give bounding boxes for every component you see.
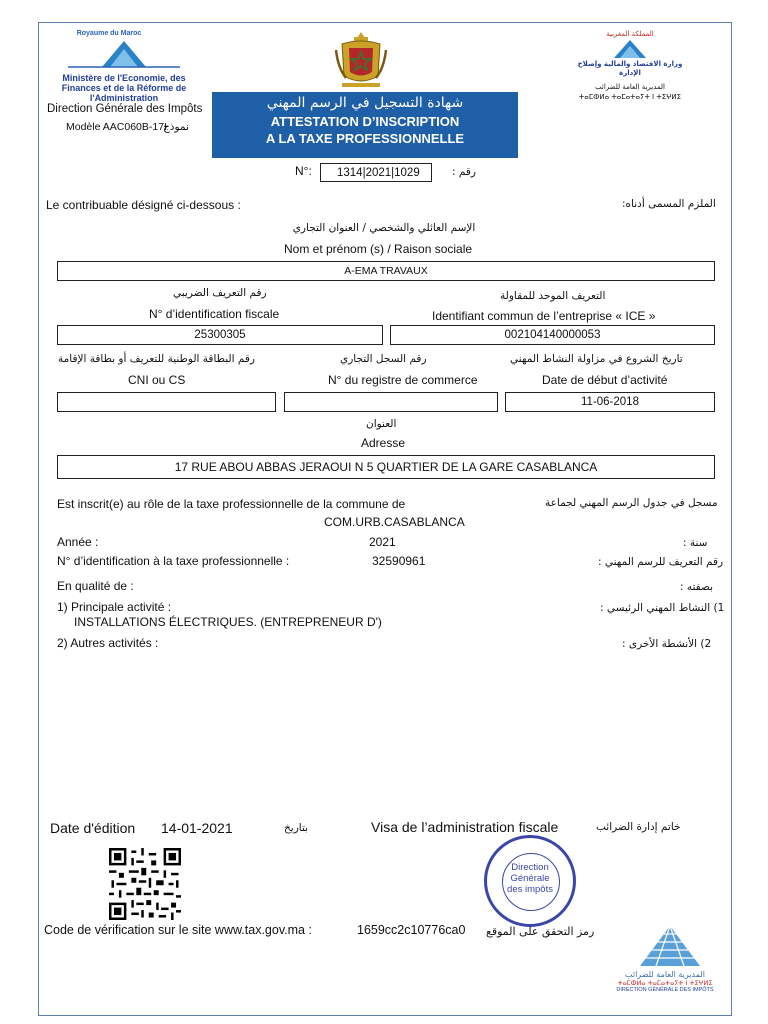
date-edition-value: 14-01-2021	[161, 820, 233, 836]
ice-label-fr: Identifiant commun de l’entreprise « ICE »	[432, 309, 656, 323]
right-logo-dgi-ar: المديرية العامة للضرائب	[595, 83, 665, 91]
ministry-triangle-icon	[48, 37, 200, 71]
right-ministry-triangle-icon	[570, 38, 690, 60]
name-label-fr: Nom et prénom (s) / Raison sociale	[284, 242, 473, 256]
qualite-label: En qualité de :	[57, 579, 134, 593]
title-ar: شهادة التسجيل في الرسم المهني	[266, 95, 464, 111]
royal-emblem-icon	[334, 28, 388, 90]
name-value: A-EMA TRAVAUX	[57, 261, 715, 281]
dgi-fr: DIRECTION GÉNÉRALE DES IMPÔTS	[616, 987, 714, 993]
autres-label: 2) Autres activités :	[57, 636, 159, 650]
name-label-ar: الإسم العائلي والشخصي / العنوان التجاري	[292, 222, 476, 234]
cni-label-fr: CNI ou CS	[128, 373, 186, 387]
principale-value: INSTALLATIONS ÉLECTRIQUES. (ENTREPRENEUR D')	[74, 615, 382, 629]
dgi-pyramid-icon	[636, 922, 704, 970]
tp-label-ar: رقم التعريف للرسم المهني :	[598, 556, 724, 568]
if-label-ar: رقم التعريف الضريبي	[173, 287, 267, 299]
autres-label-ar: 2) الأنشطة الأخرى :	[622, 638, 712, 650]
start-value: 11-06-2018	[505, 392, 715, 412]
cni-value	[57, 392, 276, 412]
inscrit-fr: Est inscrit(e) au rôle de la taxe professionnelle de la commune de	[57, 497, 406, 511]
model-label-ar: نموذج	[163, 121, 189, 133]
tp-value: 32590961	[372, 554, 426, 568]
address-label-ar: العنوان	[366, 418, 397, 430]
intro-fr: Le contribuable désigné ci-dessous :	[46, 198, 241, 212]
start-label-ar: تاريخ الشروع في مزاولة النشاط المهني	[510, 353, 683, 365]
principale-label-ar: 1) النشاط المهني الرئيسي :	[600, 602, 725, 614]
visa-label: Visa de l’administration fiscale	[371, 819, 559, 835]
verif-label: Code de vérification sur le site www.tax.gov.ma :	[44, 923, 312, 937]
right-logo-kingdom-ar: المملكة المغربية	[606, 30, 654, 38]
fiscal-stamp	[484, 835, 576, 927]
intro-ar: الملزم المسمى أدناه:	[622, 198, 716, 210]
ministry-logo	[48, 30, 200, 103]
visa-label-ar: خاتم إدارة الضرائب	[596, 821, 681, 833]
number-label: N°:	[295, 164, 312, 178]
principale-label: 1) Principale activité :	[57, 600, 172, 614]
right-logo-ministry-ar: وزارة الاقتصاد والمالية وإصلاح الإدارة	[577, 60, 683, 77]
verif-code: 1659cc2c10776ca0	[357, 923, 466, 937]
address-value: 17 RUE ABOU ABBAS JERAOUI N 5 QUARTIER DE LA GARE CASABLANCA	[57, 455, 715, 479]
verif-label-ar: رمز التحقق على الموقع	[486, 925, 595, 938]
date-edition-ar: بتاريخ	[284, 822, 309, 834]
title-fr-line1: ATTESTATION D’INSCRIPTION	[270, 114, 460, 129]
stamp-line-3: des impôts	[507, 884, 553, 895]
dgi-footer-logo	[598, 970, 732, 993]
ice-value: 002104140000053	[390, 325, 715, 345]
right-logo-tifinagh: ⵜⴰⵎⵀⵍⴰ ⵜⴰⵎⴰⵜⴰⵢⵜ ⵏ ⵜⵉⵖⵍⵉ	[578, 93, 682, 101]
ice-label-ar: التعريف الموحد للمقاولة	[500, 290, 606, 302]
annee-value: 2021	[369, 535, 396, 549]
date-edition-label: Date d'édition	[50, 820, 136, 836]
qualite-label-ar: بصفته :	[680, 581, 714, 593]
kingdom-label: Royaume du Maroc	[76, 30, 142, 37]
qr-code-icon	[109, 848, 181, 920]
address-label-fr: Adresse	[361, 436, 406, 450]
ministry-name: Ministère de l'Economie, des Finances et de la Réforme de l'Administration	[61, 73, 187, 103]
dgi-tifinagh: ⵜⴰⵎⵀⵍⴰ ⵜⴰⵎⴰⵜⴰⵢⵜ ⵏ ⵜⵉⵖⵍⵉ	[617, 979, 713, 987]
if-value: 25300305	[57, 325, 383, 345]
number-label-ar: رقم :	[452, 166, 476, 178]
rc-value	[284, 392, 498, 412]
dgi-ar: المديرية العامة للضرائب	[625, 970, 705, 979]
stamp-line-1: Direction	[511, 862, 549, 873]
start-label-fr: Date de début d’activité	[542, 373, 668, 387]
annee-label: Année :	[57, 535, 99, 549]
tp-label: N° d’identification à la taxe professionnelle :	[57, 554, 290, 568]
stamp-line-2: Générale	[510, 873, 550, 884]
ministry-logo-right	[570, 30, 690, 101]
title-fr-line2: A LA TAXE PROFESSIONNELLE	[265, 131, 465, 146]
model-label: Modèle AAC060B-17I	[66, 121, 167, 133]
cni-label-ar: رقم البطاقة الوطنية للتعريف أو بطاقة الإقامة	[58, 353, 255, 365]
inscrit-ar: مسجل في جدول الرسم المهني لجماعة	[545, 497, 718, 509]
annee-label-ar: سنة :	[683, 537, 708, 549]
number-value: 1314|2021|1029	[320, 163, 432, 182]
rc-label-ar: رقم السجل التجاري	[340, 353, 427, 365]
stamp-text	[487, 862, 573, 895]
title-banner	[212, 92, 518, 158]
commune-value: COM.URB.CASABLANCA	[324, 515, 465, 529]
direction-label: Direction Générale des Impôts	[47, 103, 203, 115]
rc-label-fr: N° du registre de commerce	[328, 373, 478, 387]
if-label-fr: N° d’identification fiscale	[149, 307, 280, 321]
